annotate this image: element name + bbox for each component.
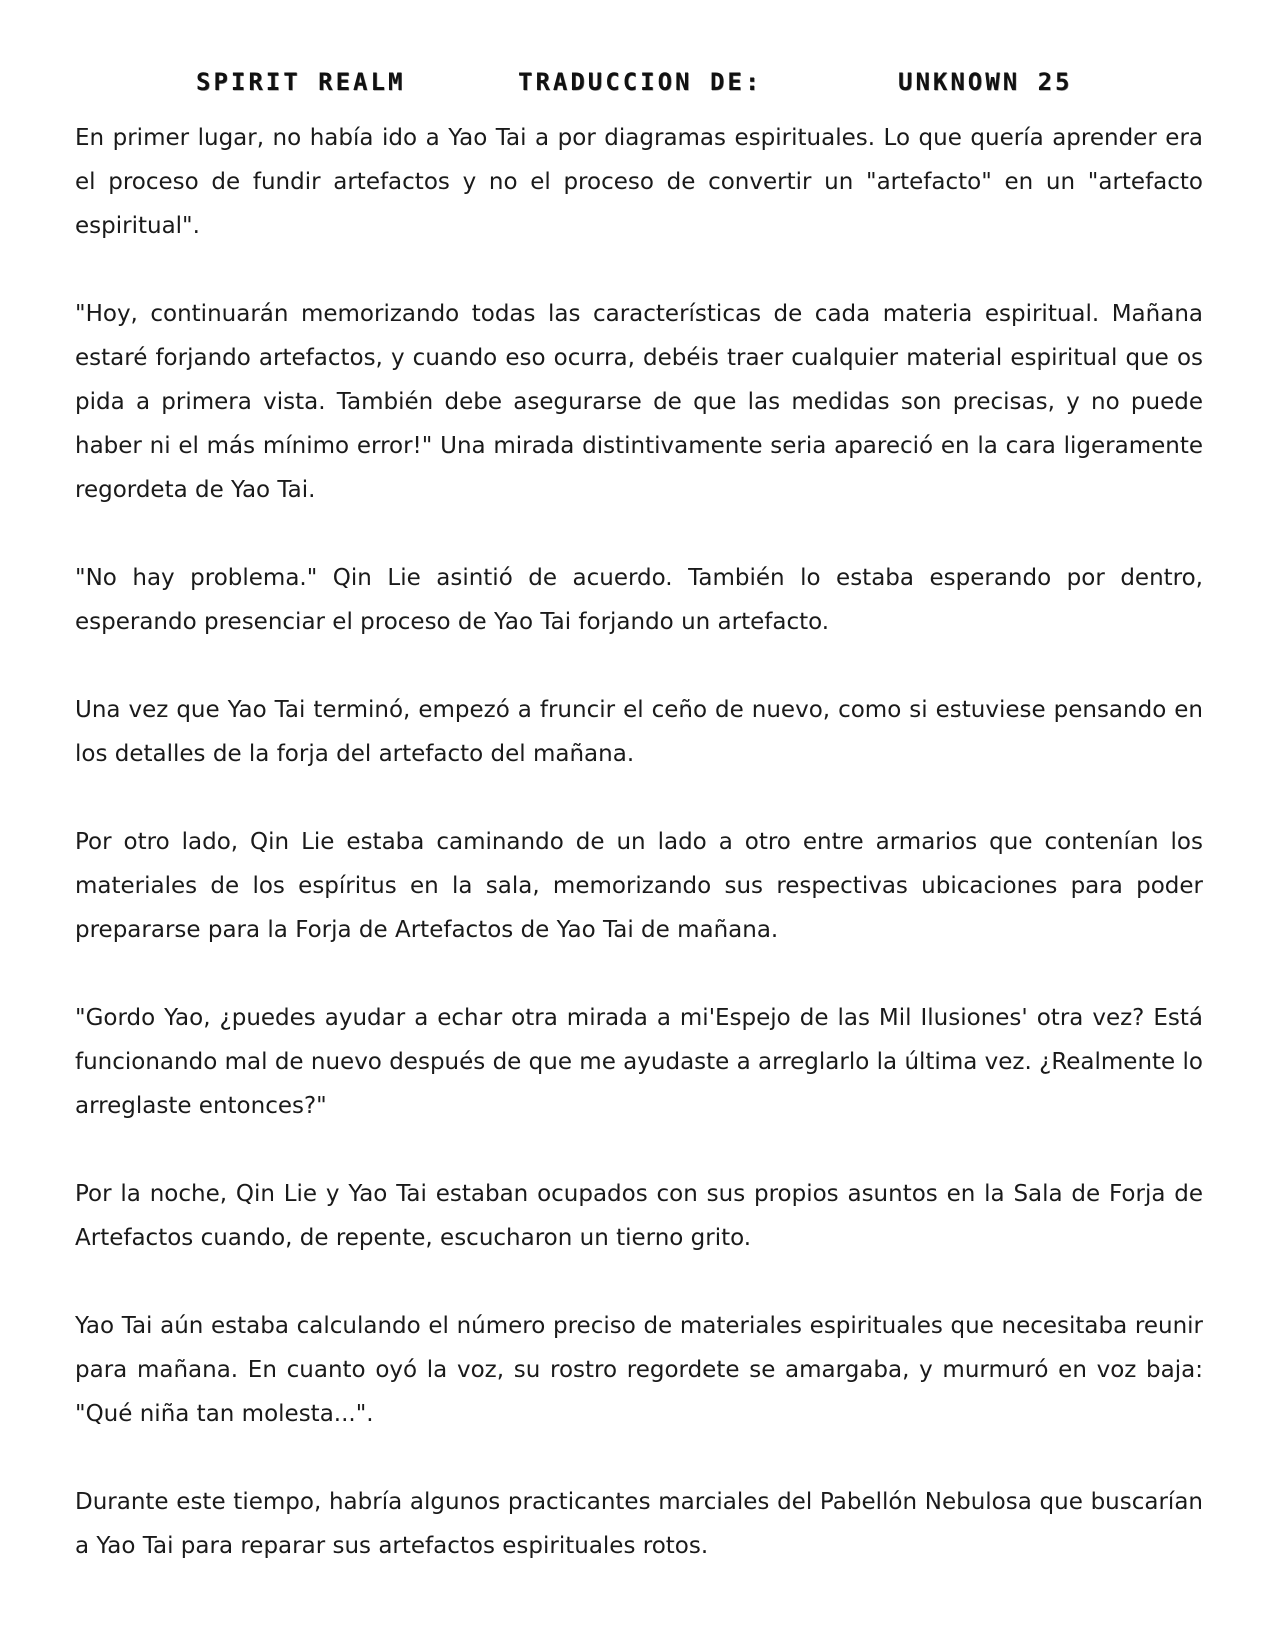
page-header [0, 68, 1275, 104]
paragraph: Durante este tiempo, habría algunos practicantes marciales del Pabellón Nebulosa que buscarían a Yao Tai para reparar sus artefactos espirituales rotos. [75, 1489, 1203, 1559]
paragraph: "No hay problema." Qin Lie asintió de acuerdo. También lo estaba esperando por dentro, esperando presenciar el proceso de Yao Tai forjando un artefacto. [75, 565, 1203, 635]
paragraph: Por otro lado, Qin Lie estaba caminando de un lado a otro entre armarios que contenían los materiales de los espíritus en la sala, memorizando sus respectivas ubicaciones para poder prepararse para la Forja de Artefactos de Yao Tai de mañana. [75, 829, 1203, 943]
header-translator-name: UNKNOWN 25 [898, 68, 1073, 96]
paragraph: "Hoy, continuarán memorizando todas las características de cada materia espiritual. Mañana estaré forjando artefactos, y cuando eso ocurra, debéis traer cualquier material espiritual que os pida a primera vista. También debe asegurarse de que las medidas son precisas, y no puede haber ni el más mínimo error!" Una mirada distintivamente seria apareció en la cara ligeramente regordeta de Yao Tai. [75, 301, 1203, 503]
header-series-title: SPIRIT REALM [196, 68, 406, 96]
paragraph: "Gordo Yao, ¿puedes ayudar a echar otra mirada a mi'Espejo de las Mil Ilusiones' otra vez? Está funcionando mal de nuevo después de que me ayudaste a arreglarlo la última vez. ¿Realmente lo arreglaste entonces?" [75, 1005, 1203, 1119]
paragraph: En primer lugar, no había ido a Yao Tai a por diagramas espirituales. Lo que quería aprender era el proceso de fundir artefactos y no el proceso de convertir un "artefacto" en un "artefacto espiritual". [75, 125, 1203, 239]
paragraph: Yao Tai aún estaba calculando el número preciso de materiales espirituales que necesitaba reunir para mañana. En cuanto oyó la voz, su rostro regordete se amargaba, y murmuró en voz baja: "Qué niña tan molesta...". [75, 1313, 1203, 1427]
header-translation-label: TRADUCCION DE: [518, 68, 763, 96]
document-body [75, 116, 1203, 1568]
paragraph: Por la noche, Qin Lie y Yao Tai estaban ocupados con sus propios asuntos en la Sala de Forja de Artefactos cuando, de repente, escucharon un tierno grito. [75, 1181, 1203, 1251]
paragraph: Una vez que Yao Tai terminó, empezó a fruncir el ceño de nuevo, como si estuviese pensando en los detalles de la forja del artefacto del mañana. [75, 697, 1203, 767]
